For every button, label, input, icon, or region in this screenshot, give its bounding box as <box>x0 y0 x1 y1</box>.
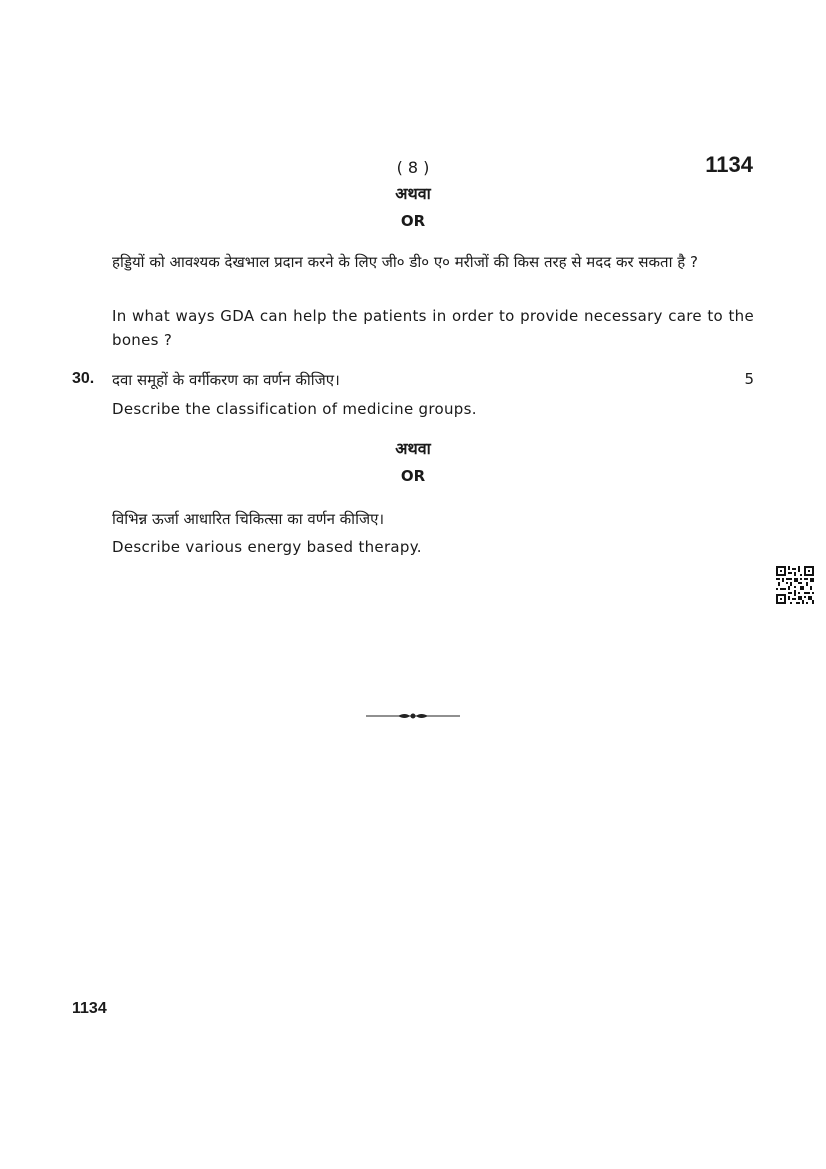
question-number: 30. <box>72 370 95 387</box>
page-number: ( 8 ) <box>396 158 430 177</box>
q29-alt-hindi-text: हड्डियों को आवश्यक देखभाल प्रदान करने के लिए जी० डी० ए० मरीजों की किस तरह से मदद कर सकता है ? <box>112 253 698 271</box>
qr-code-icon <box>776 566 814 604</box>
q30-alt-english-text: Describe various energy based therapy. <box>112 538 422 556</box>
or-hindi-divider: अथवा <box>395 439 431 458</box>
end-of-paper-ornament-icon <box>366 710 460 722</box>
or-hindi-divider: अथवा <box>395 184 431 203</box>
or-english-divider: OR <box>400 467 426 485</box>
q30-english-text: Describe the classification of medicine groups. <box>112 400 477 418</box>
q30-alt-hindi-text: विभिन्न ऊर्जा आधारित चिकित्सा का वर्णन कीजिए। <box>112 510 385 528</box>
question-marks: 5 <box>744 370 754 388</box>
q29-alt-english-text: In what ways GDA can help the patients in order to provide necessary care to the bones ? <box>112 307 754 349</box>
or-english-divider: OR <box>400 212 426 230</box>
paper-code-footer: 1134 <box>72 1000 107 1017</box>
paper-code-header: 1134 <box>705 152 753 177</box>
q30-hindi-text: दवा समूहों के वर्गीकरण का वर्णन कीजिए। <box>112 371 340 389</box>
